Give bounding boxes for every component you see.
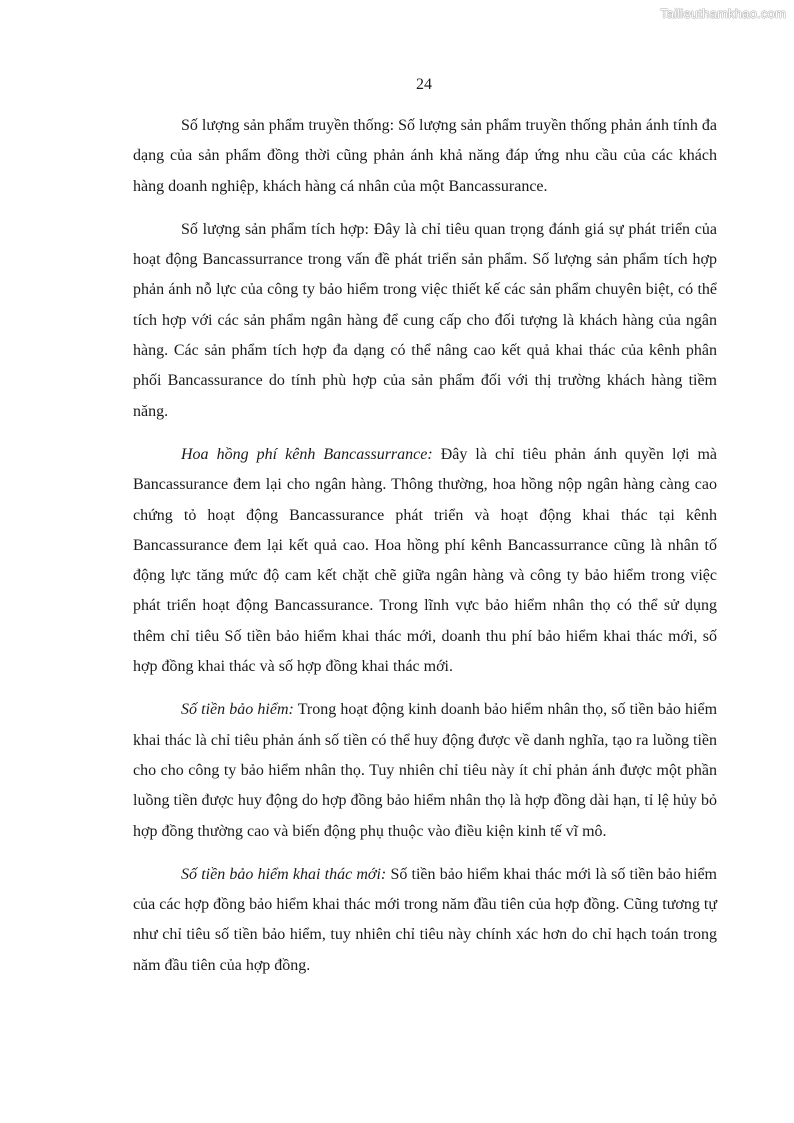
- paragraph-lead: Hoa hồng phí kênh Bancassurrance:: [181, 445, 433, 463]
- paragraph-lead: Số tiền bảo hiểm khai thác mới:: [181, 865, 387, 883]
- paragraph-text: Số lượng sản phẩm truyền thống: Số lượng sản phẩm truyền thống phản ánh tính đa dạng của sản phẩm đồng thời cũng phản ánh khả năng đáp ứng nhu cầu của các khách hàng doanh nghiệp, khách hàng cá nhân của một Bancassurance.: [133, 117, 717, 195]
- paragraph-text: Số lượng sản phẩm tích hợp: Đây là chỉ tiêu quan trọng đánh giá sự phát triển của hoạt động Bancassurrance trong vấn đề phát triển sản phẩm. Số lượng sản phẩm tích hợp phản ánh nỗ lực của công ty bảo hiểm trong việc thiết kế các sản phẩm chuyên biệt, có thể tích hợp với các sản phẩm ngân hàng để cung cấp cho đối tượng là khách hàng của ngân hàng. Các sản phẩm tích hợp đa dạng có thể nâng cao kết quả khai thác của kênh phân phối Bancassurance do tính phù hợp của sản phẩm đối với thị trường khách hàng tiềm năng.: [133, 220, 717, 420]
- paragraph-text: Số tiền bảo hiểm khai thác mới là số tiền bảo hiểm của các hợp đồng bảo hiểm khai thác mới trong năm đầu tiên của hợp đồng. Cũng tương tự như chỉ tiêu số tiền bảo hiểm, tuy nhiên chỉ tiêu này chính xác hơn do chỉ hạch toán trong năm đầu tiên của hợp đồng.: [133, 865, 718, 974]
- paragraph-text: Đây là chỉ tiêu phản ánh quyền lợi mà Bancassurance đem lại cho ngân hàng. Thông thường, hoa hồng nộp ngân hàng càng cao chứng tỏ hoạt động Bancassurance phát triển và hoạt động khai thác tại kênh Bancassurance đem lại kết quả cao. Hoa hồng phí kênh Bancassurrance cũng là nhân tố động lực tăng mức độ cam kết chặt chẽ giữa ngân hàng và công ty bảo hiểm trong việc phát triển hoạt động Bancassurance. Trong lĩnh vực bảo hiểm nhân thọ có thể sử dụng thêm chỉ tiêu Số tiền bảo hiểm khai thác mới, doanh thu phí bảo hiểm khai thác mới, số hợp đồng khai thác và số hợp đồng khai thác mới.: [133, 445, 718, 676]
- watermark: Tailieuthamkhao.com: [660, 6, 786, 21]
- paragraph-new-sum-insured: [133, 860, 717, 981]
- paragraph-integrated-products: [133, 215, 717, 427]
- document-body: [133, 111, 717, 994]
- paragraph-lead: Số tiền bảo hiểm:: [181, 701, 294, 719]
- paragraph-commission: [133, 440, 717, 682]
- paragraph-traditional-products: [133, 111, 717, 202]
- paragraph-text: Trong hoạt động kinh doanh bảo hiểm nhân thọ, số tiền bảo hiểm khai thác là chỉ tiêu phản ánh số tiền có thể huy động được về danh nghĩa, tạo ra luồng tiền cho cho công ty bảo hiểm nhân thọ. Tuy nhiên chỉ tiêu này ít chỉ phản ánh được một phần luồng tiền được huy động do hợp đồng bảo hiểm nhân thọ là hợp đồng dài hạn, tỉ lệ hủy bỏ hợp đồng thường cao và biến động phụ thuộc vào điều kiện kinh tế vĩ mô.: [133, 701, 718, 840]
- page-number: 24: [416, 76, 432, 93]
- paragraph-sum-insured: [133, 695, 717, 846]
